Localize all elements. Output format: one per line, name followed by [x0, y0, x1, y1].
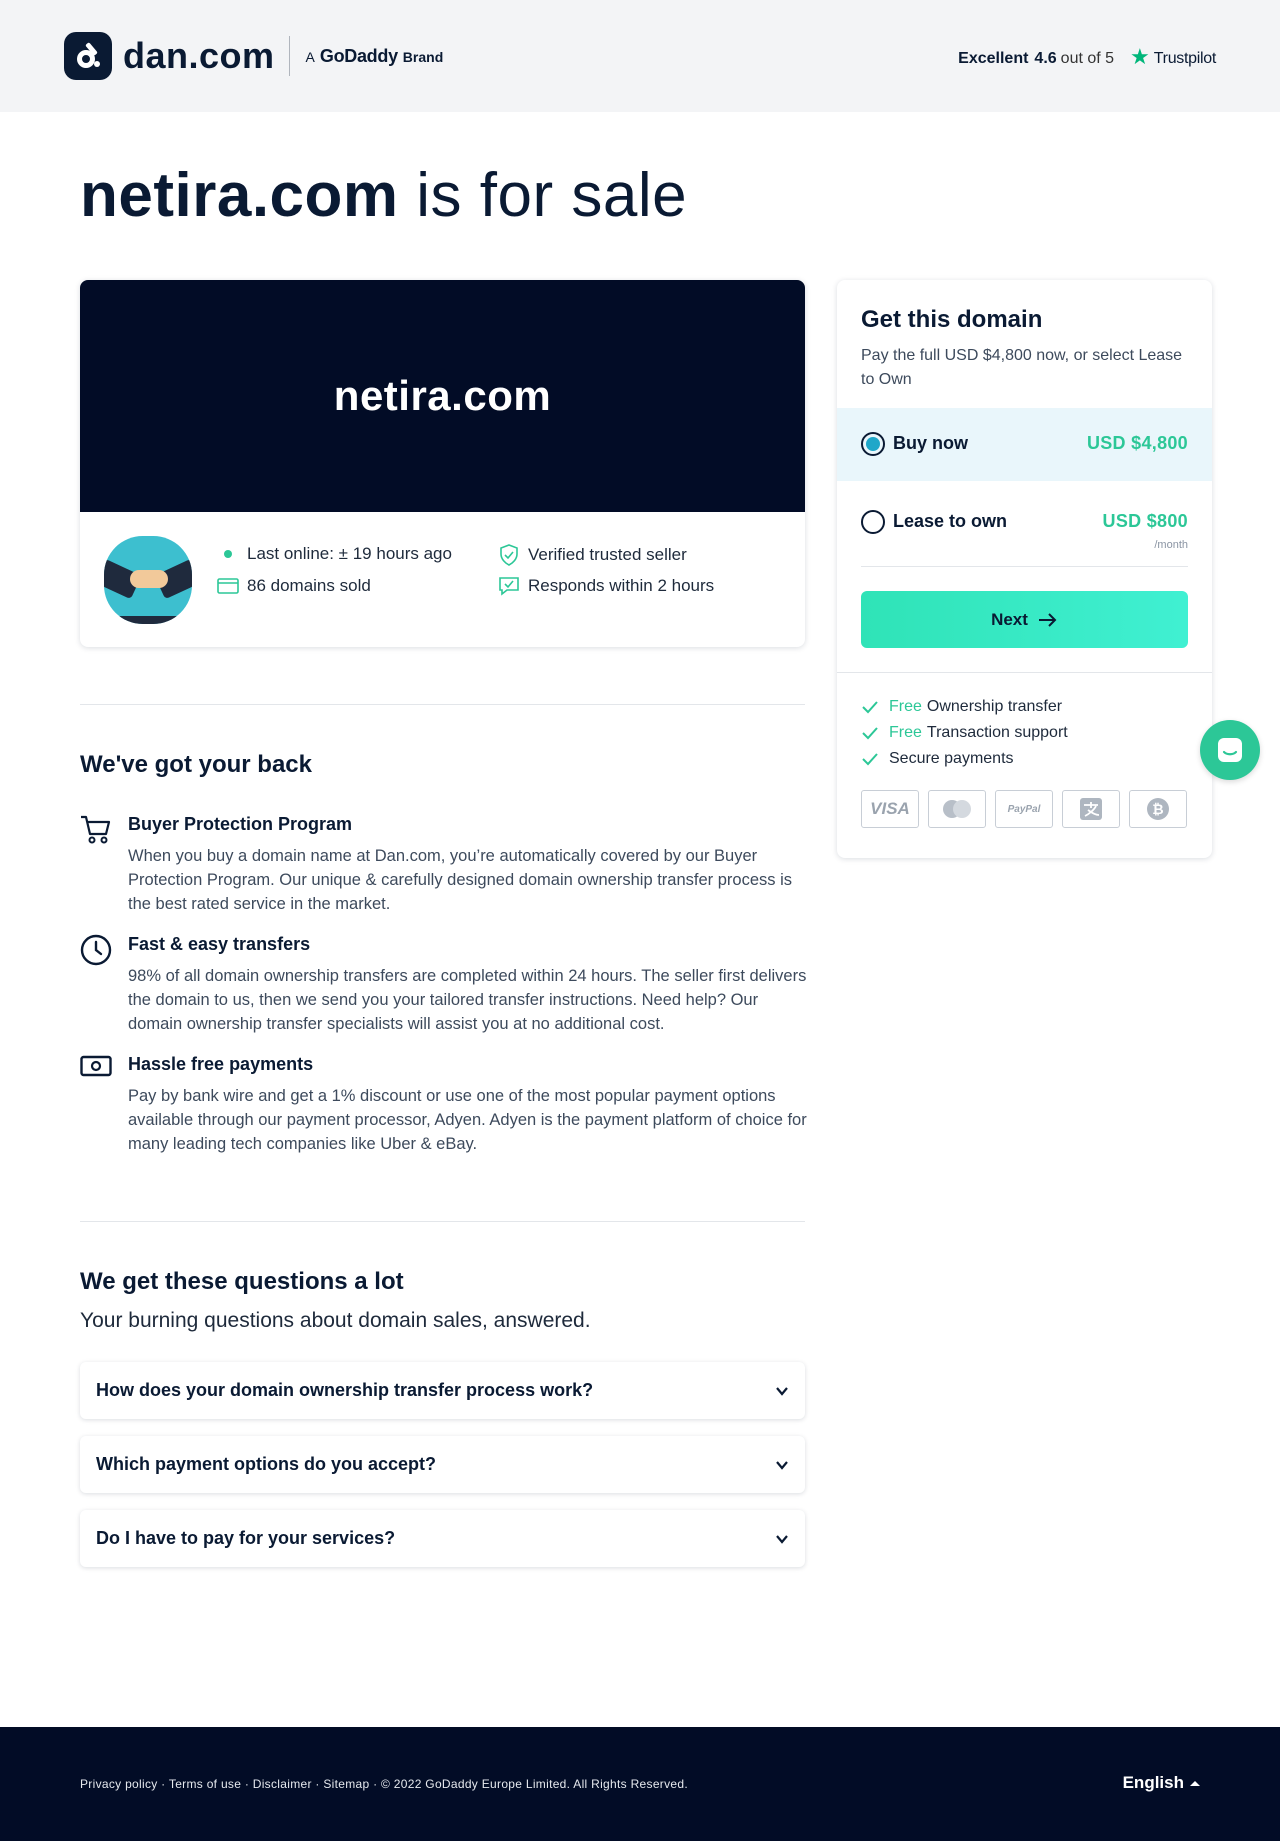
protection-item-text: 98% of all domain ownership transfers are completed within 24 hours. The seller first delivers the domain to us, then we send you your tailored transfer instructions. Need help? Our domain ownership transfer specialists will assist you at no additional cost.	[128, 967, 807, 1033]
brand-name: GoDaddy	[319, 45, 398, 66]
faq-item[interactable]	[80, 1436, 805, 1493]
title-domain: netira.com	[80, 161, 399, 230]
paypal-icon: PayPal	[995, 790, 1053, 828]
language-selector[interactable]	[1123, 1773, 1200, 1793]
protection-item-title: Hassle free payments	[128, 1054, 314, 1074]
domains-sold	[217, 576, 371, 596]
check-icon	[861, 700, 879, 714]
faq-question: Which payment options do you accept?	[96, 1454, 437, 1474]
dan-logo[interactable]	[64, 32, 443, 80]
trust-excellent: Excellent	[958, 49, 1029, 67]
chat-launcher-button[interactable]	[1200, 720, 1260, 780]
feature-transaction	[861, 724, 1068, 742]
logo-text: dan.com	[123, 35, 275, 76]
next-label: Next	[991, 609, 1028, 629]
feature-ownership	[861, 698, 1062, 716]
seller-avatar	[104, 536, 192, 624]
option-divider	[861, 566, 1188, 567]
faq-question: Do I have to pay for your services?	[96, 1528, 396, 1548]
lease-price: USD $800	[1102, 511, 1188, 531]
faq-item[interactable]	[80, 1362, 805, 1419]
site-header	[0, 0, 1280, 112]
domain-card	[80, 280, 805, 647]
feature-text: Transaction support	[926, 724, 1068, 741]
trust-score: 4.6	[1034, 49, 1057, 67]
lease-period: /month	[1154, 539, 1188, 551]
caret-up-icon	[1190, 1781, 1200, 1786]
arrow-right-icon	[1038, 612, 1058, 628]
free-tag: Free	[889, 724, 922, 741]
trustpilot-name: Trustpilot	[1153, 49, 1216, 67]
faq-lead: Your burning questions about domain sales, answered.	[80, 1309, 591, 1332]
feature-text: Secure payments	[889, 750, 1014, 767]
last-online	[217, 544, 452, 564]
cart-icon	[80, 814, 112, 849]
protection-item-text: Pay by bank wire and get a 1% discount or use one of the most popular payment options available through our payment processor, Adyen. Adyen is the payment platform of choice for many leading tech companies like Uber & eBay.	[128, 1087, 807, 1153]
visa-icon: VISA	[861, 790, 919, 828]
protection-item-payments	[80, 1054, 805, 1154]
chat-check-icon	[498, 576, 520, 596]
lease-label: Lease to own	[893, 511, 1008, 531]
faq-question: How does your domain ownership transfer process work?	[96, 1380, 594, 1400]
trustpilot-star-icon: ★	[1130, 44, 1150, 69]
responds-text: Responds within 2 hours	[528, 576, 715, 595]
site-footer	[0, 1727, 1280, 1841]
purchase-separator	[837, 672, 1212, 673]
online-dot-icon	[217, 550, 239, 558]
chevron-down-icon	[775, 1384, 789, 1398]
chat-icon	[1215, 735, 1245, 765]
protection-item-buyer	[80, 814, 805, 914]
godaddy-brand	[306, 46, 444, 67]
protection-title: We've got your back	[80, 751, 312, 778]
chevron-down-icon	[775, 1532, 789, 1546]
mastercard-icon	[928, 790, 986, 828]
bitcoin-icon	[1129, 790, 1187, 828]
protection-item-transfers	[80, 934, 805, 1034]
page-title	[80, 160, 687, 231]
protection-item-title: Buyer Protection Program	[128, 814, 353, 834]
footer-links[interactable]: Privacy policy · Terms of use · Disclaimer · Sitemap · © 2022 GoDaddy Europe Limited. All Rights Reserved.	[80, 1777, 688, 1791]
option-lease-to-own[interactable]	[837, 481, 1212, 567]
trust-outof: out of 5	[1060, 49, 1115, 67]
last-online-text: Last online: ± 19 hours ago	[247, 544, 452, 563]
clock-icon	[80, 934, 112, 971]
lease-radio[interactable]	[861, 510, 885, 534]
buy-now-price: USD $4,800	[1086, 433, 1188, 453]
money-icon	[80, 1054, 112, 1083]
title-suffix: is for sale	[416, 161, 688, 230]
domain-banner: netira.com	[80, 280, 805, 512]
wallet-icon	[217, 577, 239, 595]
purchase-card	[837, 280, 1212, 858]
feature-text: Ownership transfer	[926, 698, 1063, 715]
chevron-down-icon	[775, 1458, 789, 1472]
faq-item[interactable]	[80, 1510, 805, 1567]
next-button[interactable]	[861, 591, 1188, 648]
response-time	[498, 576, 714, 596]
section-divider	[80, 1221, 805, 1222]
dan-logo-icon	[64, 32, 112, 80]
trustpilot-rating[interactable]	[958, 44, 1216, 70]
option-buy-now[interactable]	[837, 408, 1212, 481]
svg-text:₿: ₿	[1152, 801, 1164, 817]
check-icon	[861, 726, 879, 740]
shield-check-icon	[498, 544, 520, 566]
verified-seller	[498, 544, 687, 566]
purchase-title: Get this domain	[861, 306, 1043, 333]
logo-divider	[289, 36, 290, 76]
feature-secure	[861, 750, 1014, 768]
verified-text: Verified trusted seller	[528, 545, 687, 564]
seller-info	[80, 512, 805, 647]
domains-sold-text: 86 domains sold	[247, 576, 371, 595]
faq-title: We get these questions a lot	[80, 1268, 404, 1295]
section-divider	[80, 704, 805, 705]
purchase-subtitle: Pay the full USD $4,800 now, or select Lease to Own	[861, 347, 1183, 388]
buy-now-label: Buy now	[893, 433, 968, 453]
check-icon	[861, 752, 879, 766]
protection-item-title: Fast & easy transfers	[128, 934, 311, 954]
alipay-icon	[1062, 790, 1120, 828]
free-tag: Free	[889, 698, 922, 715]
brand-prefix: A	[305, 48, 315, 65]
buy-now-radio[interactable]	[861, 432, 885, 456]
language-label: English	[1122, 1773, 1184, 1792]
brand-suffix: Brand	[402, 48, 444, 65]
protection-item-text: When you buy a domain name at Dan.com, you’re automatically covered by our Buyer Protection Program. Our unique & carefully designed domain ownership transfer process is the best rated service in the market.	[128, 847, 792, 913]
